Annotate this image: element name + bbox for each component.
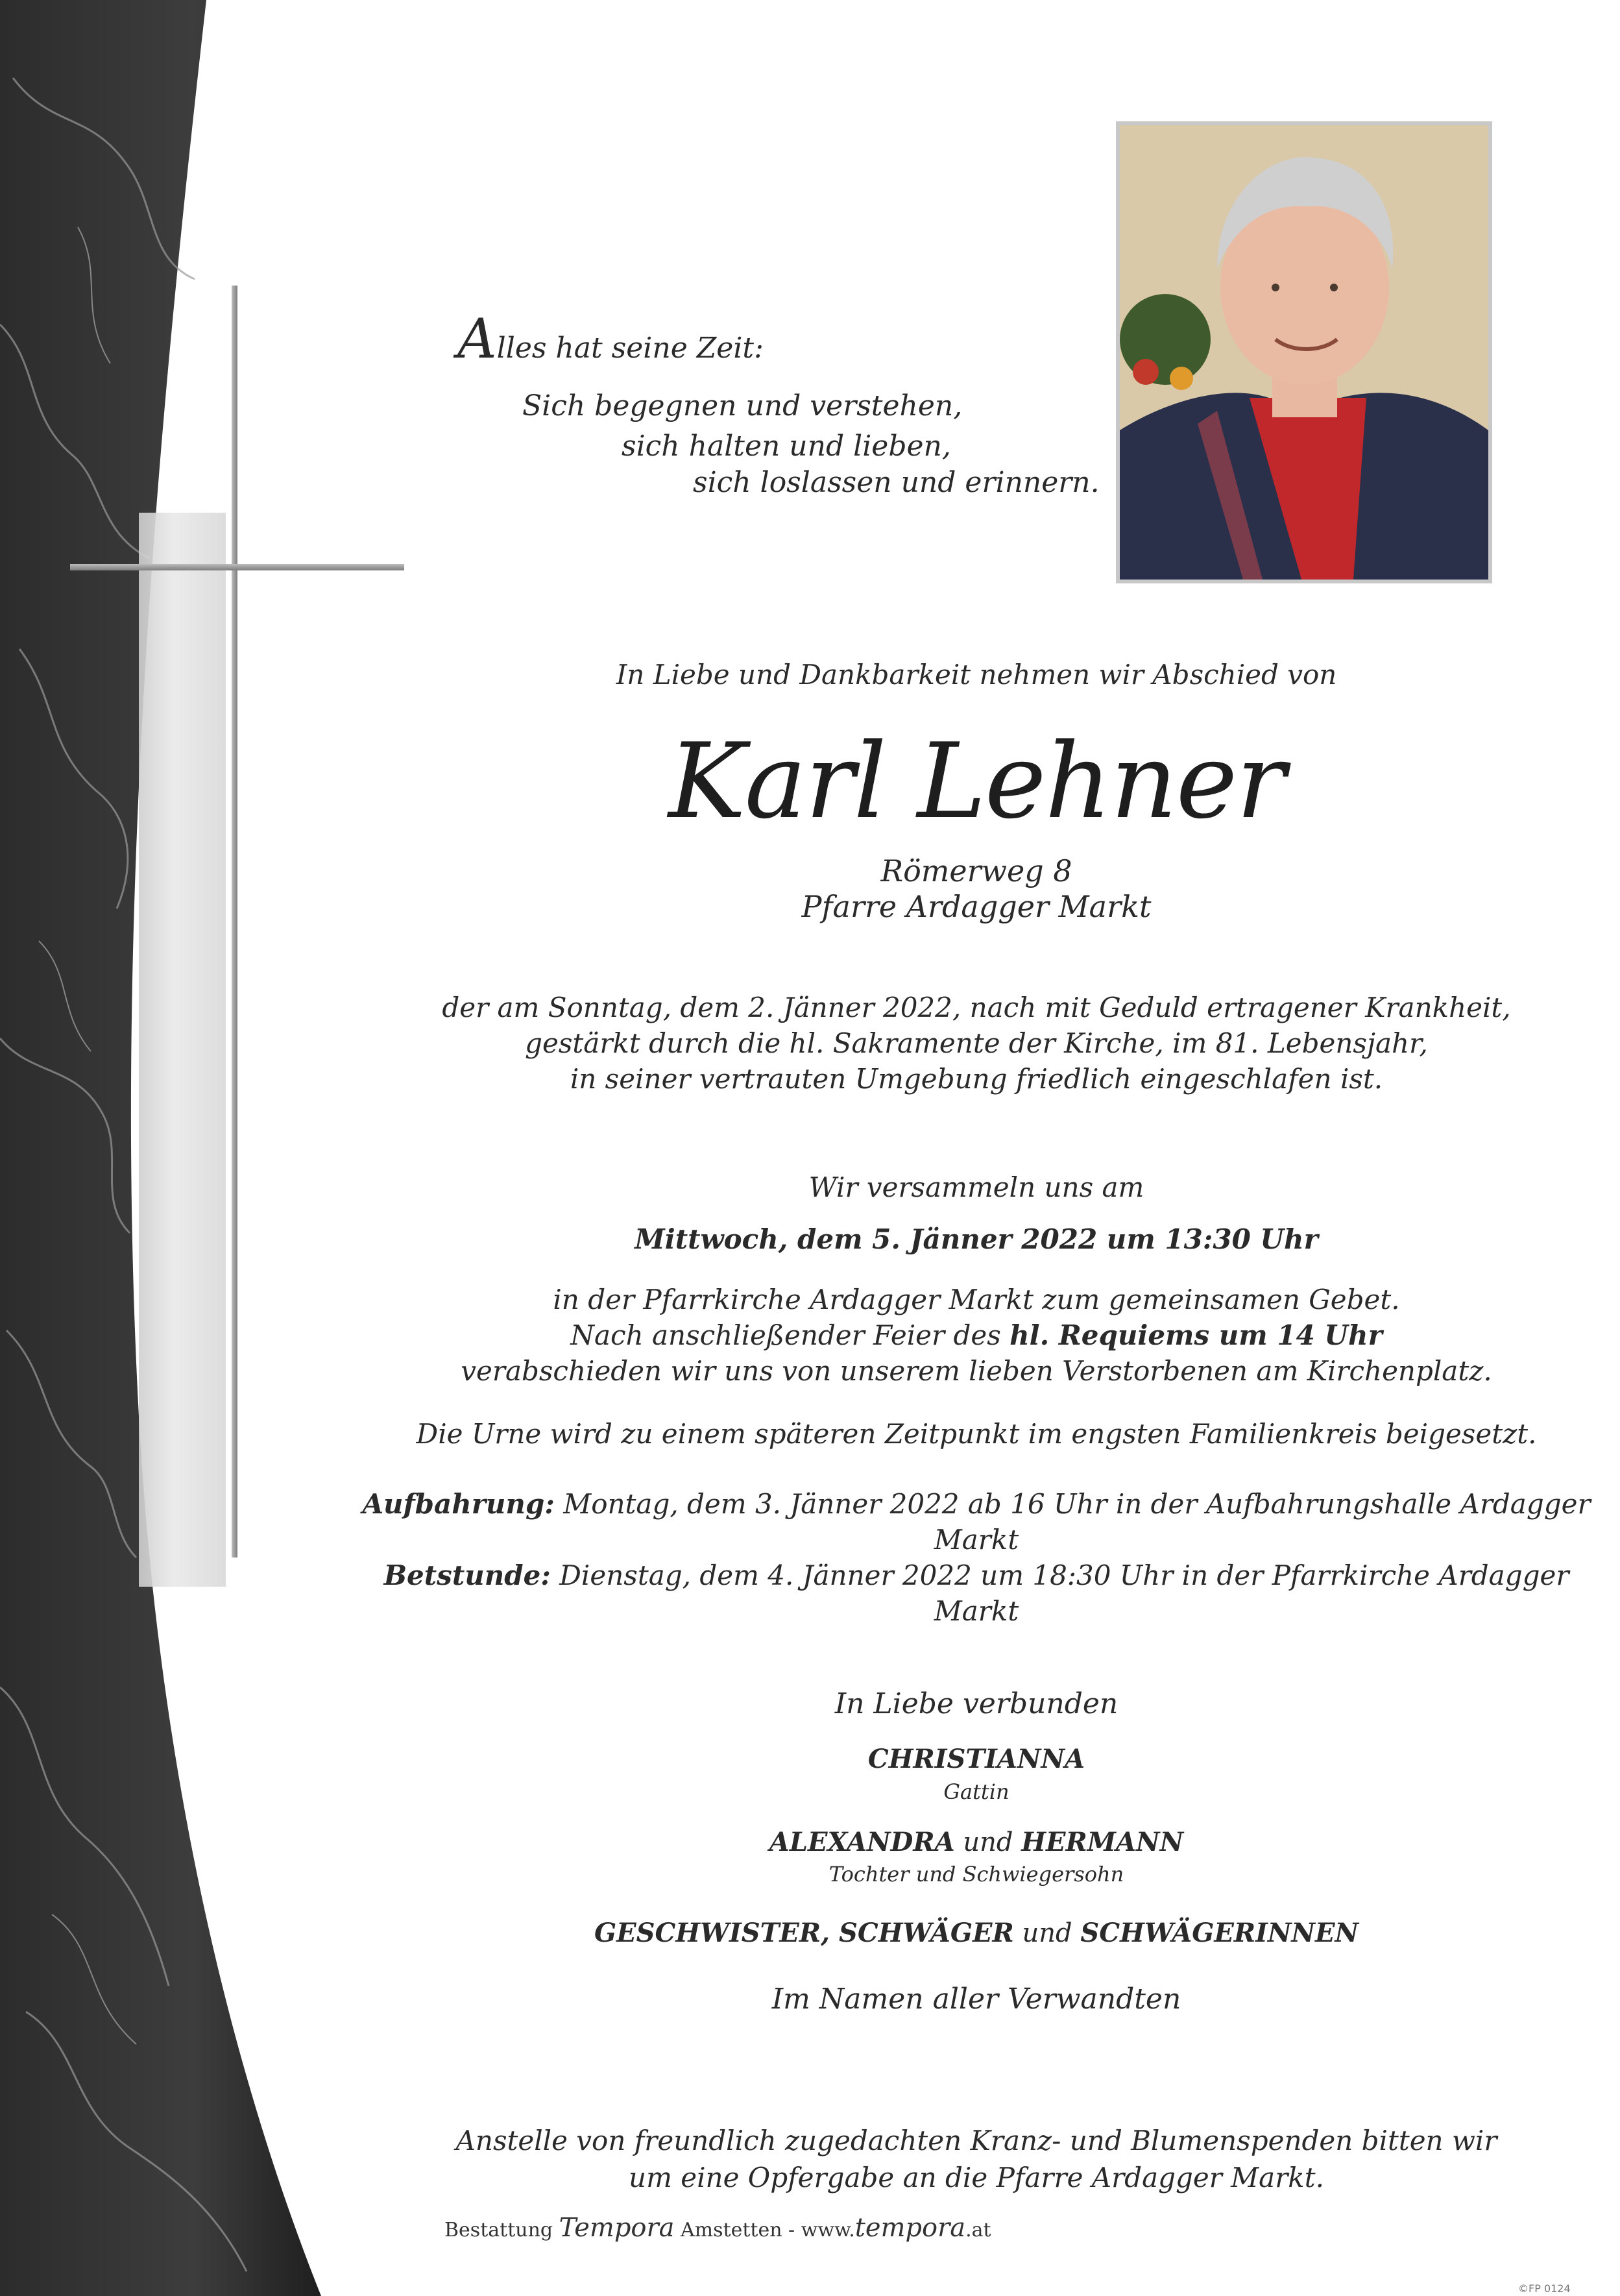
motto-line-3: sich loslassen und erinnern. [693, 466, 1100, 499]
cross-vertical-beam [232, 286, 237, 1557]
urn-note: Die Urne wird zu einem späteren Zeitpunkt im engsten Familienkreis beigesetzt. [416, 1418, 1537, 1450]
portrait-illustration [1120, 125, 1488, 580]
funeral-date: Mittwoch, dem 5. Jänner 2022 um 13:30 Uhr [635, 1223, 1318, 1255]
cross-shadow-bar [139, 513, 226, 1587]
motto-line-1: Sich begegnen und verstehen, [522, 389, 963, 422]
mourner-siblings: GESCHWISTER, SCHWÄGER und SCHWÄGERINNEN [594, 1918, 1359, 1948]
deceased-name: Karl Lehner [668, 720, 1285, 842]
schedule: Aufbahrung: Montag, dem 3. Jänner 2022 ab 16 Uhr in der Aufbahrungshalle Ardagger Markt Betstunde: Dienstag, dem 4. Jänner 2022 um 18:30 Uhr in der Pfarrkirche Ardagger Markt [362, 1488, 1591, 1627]
mourner-spouse-role: Gattin [943, 1779, 1009, 1804]
address-parish: Pfarre Ardagger Markt [801, 889, 1152, 924]
motto-title: Alles hat seine Zeit: [457, 307, 764, 371]
mourner-children-role: Tochter und Schwiegersohn [828, 1862, 1124, 1887]
address-street: Römerweg 8 [880, 853, 1072, 888]
cross-horizontal-beam [70, 564, 404, 570]
intro-text: In Liebe und Dankbarkeit nehmen wir Abschied von [616, 659, 1337, 690]
gathering-details: in der Pfarrkirche Ardagger Markt zum gemeinsamen Gebet. Nach anschließender Feier des hl. Requiems um 14 Uhr verabschieden wir uns von unserem lieben Verstorbenen am Kirchenplatz. [461, 1284, 1492, 1387]
mourner-children-names: ALEXANDRA und HERMANN [769, 1827, 1184, 1857]
mourner-spouse-name: CHRISTIANNA [867, 1744, 1085, 1774]
motto-line-2: sich halten und lieben, [622, 430, 951, 463]
funeral-home-footer: Bestattung Tempora Amstetten - www.tempora.at [444, 2213, 991, 2243]
mourners-closing: Im Namen aller Verwandten [771, 1983, 1181, 2016]
death-announcement: der am Sonntag, dem 2. Jänner 2022, nach mit Geduld ertragener Krankheit, gestärkt durch die hl. Sakramente der Kirche, im 81. Lebensjahr, in seiner vertrauten Umgebung friedlich eingeschlafen ist. [442, 992, 1511, 1095]
portrait-photo [1116, 121, 1492, 583]
mourners-intro: In Liebe verbunden [834, 1687, 1118, 1720]
donation-request: Anstelle von freundlich zugedachten Kranz- und Blumenspenden bitten wir um eine Opfergabe an die Pfarre Ardagger Markt. [455, 2125, 1497, 2193]
template-code: ©FP 0124 [1518, 2282, 1571, 2295]
gathering-intro: Wir versammeln uns am [808, 1171, 1144, 1203]
